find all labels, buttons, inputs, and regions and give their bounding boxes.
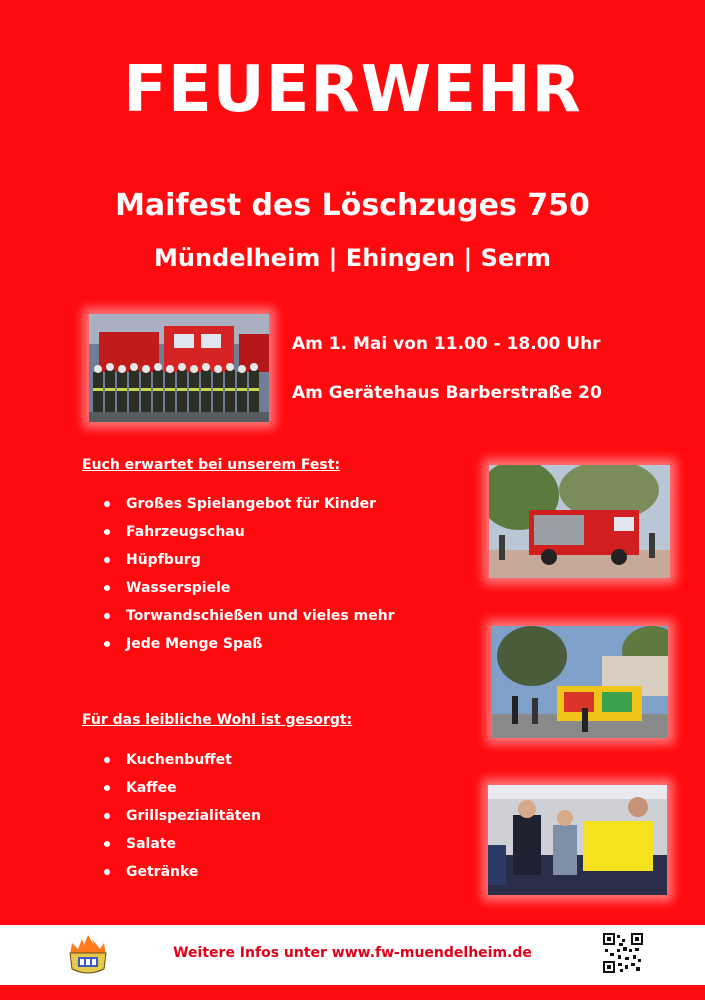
list-item: Kaffee [104, 774, 261, 802]
list-item: Getränke [104, 858, 261, 886]
list-item: Grillspezialitäten [104, 802, 261, 830]
list-item: Großes Spielangebot für Kinder [104, 490, 395, 518]
food-list [104, 746, 261, 886]
event-venue: Am Gerätehaus Barberstraße 20 [292, 383, 602, 403]
bottom-bar [0, 985, 705, 1000]
list-item: Salate [104, 830, 261, 858]
food-heading: Für das leibliche Wohl ist gesorgt: [82, 712, 353, 728]
footer-website-link[interactable]: Weitere Infos unter www.fw-muendelheim.de [173, 945, 532, 961]
list-item: Kuchenbuffet [104, 746, 261, 774]
list-item: Hüpfburg [104, 546, 395, 574]
fire-truck-photo [489, 465, 670, 578]
event-locations: Mündelheim | Ehingen | Serm [153, 244, 552, 272]
qr-code-icon[interactable] [603, 933, 643, 973]
team-photo [89, 314, 269, 422]
list-item: Torwandschießen und vieles mehr [104, 602, 395, 630]
list-item: Jede Menge Spaß [104, 630, 395, 658]
event-date-time: Am 1. Mai von 11.00 - 18.00 Uhr [292, 334, 601, 354]
festival-photo [492, 626, 668, 738]
fire-department-logo-icon [64, 933, 112, 977]
event-subtitle: Maifest des Löschzuges 750 [115, 188, 590, 223]
list-item: Fahrzeugschau [104, 518, 395, 546]
offers-list [104, 490, 395, 658]
visitors-photo [488, 785, 667, 895]
offers-heading: Euch erwartet bei unserem Fest: [82, 457, 341, 473]
list-item: Wasserspiele [104, 574, 395, 602]
page-title: FEUERWEHR [123, 53, 582, 127]
